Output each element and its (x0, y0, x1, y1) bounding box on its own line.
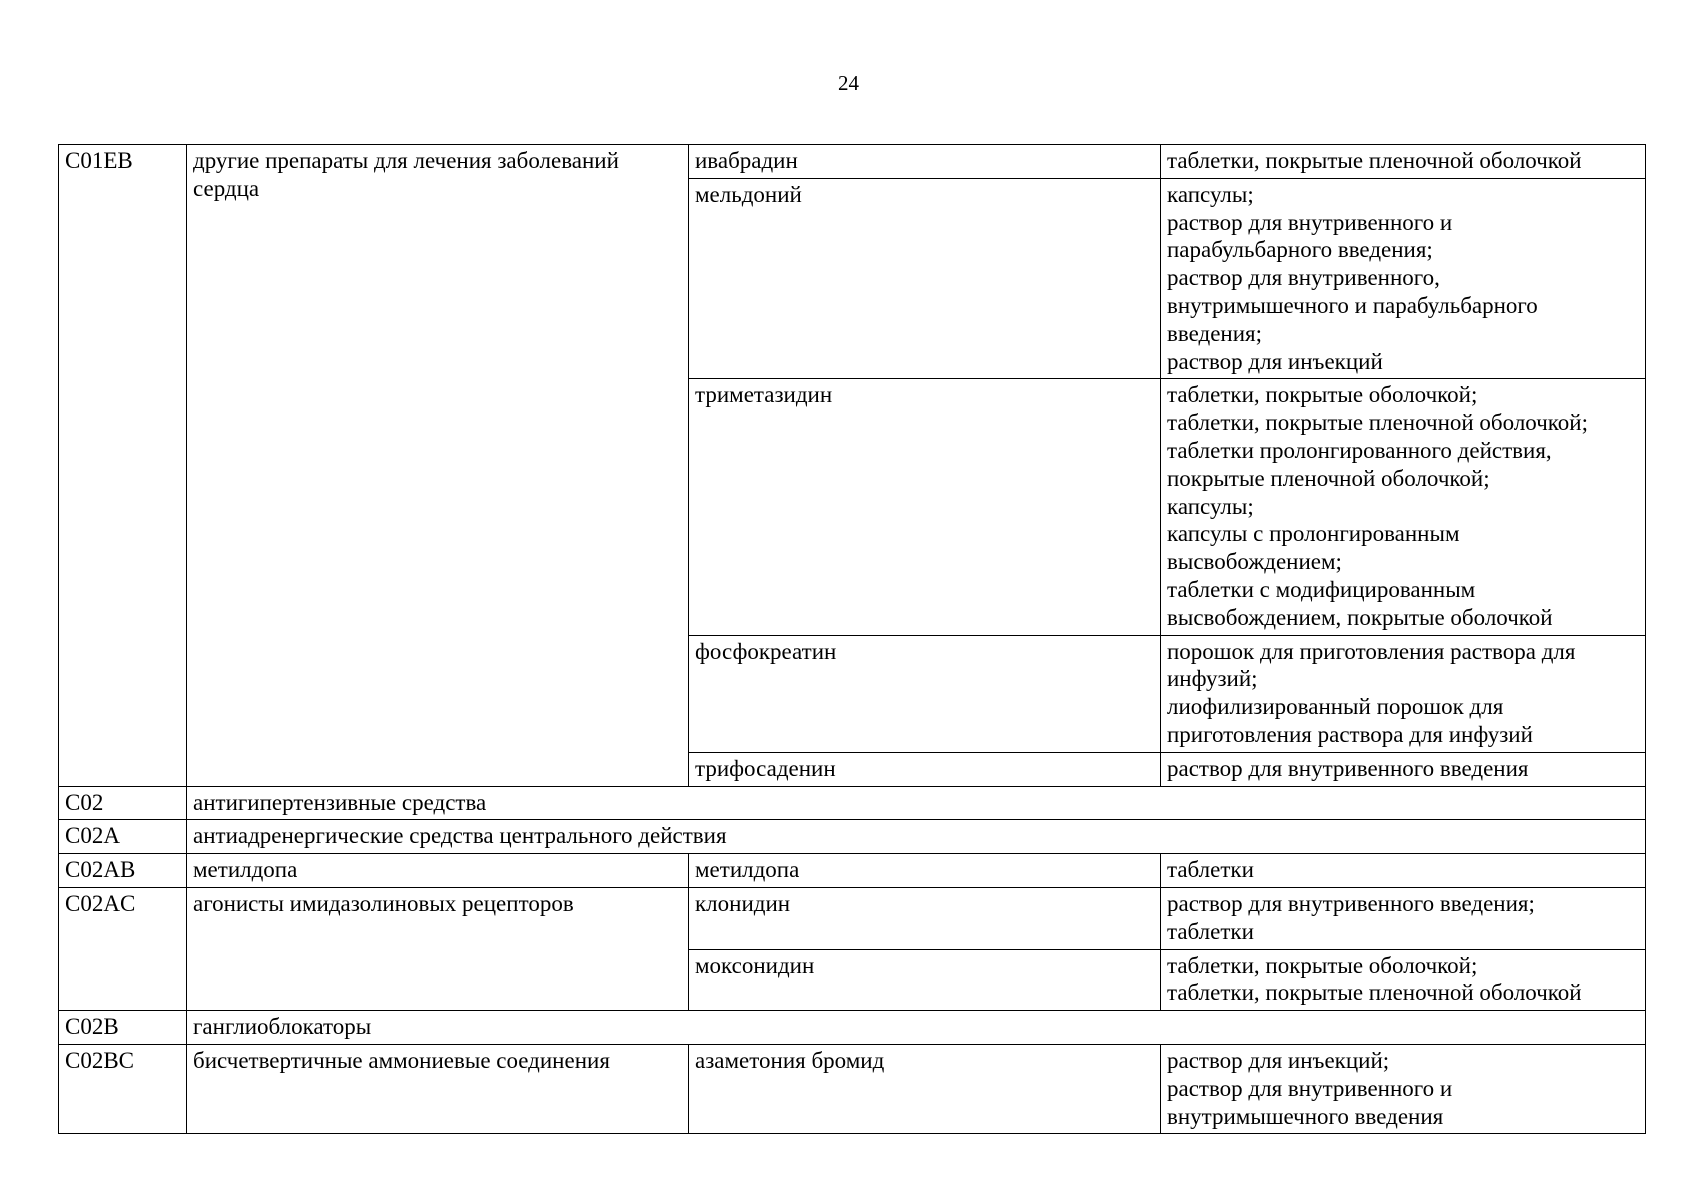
atc-code-cell: C02 (59, 786, 187, 820)
dosage-form-line: лиофилизированный порошок для (1167, 694, 1504, 720)
dosage-forms-cell (1161, 379, 1646, 635)
dosage-forms-cell (1161, 145, 1646, 179)
table-row (59, 820, 1646, 854)
dosage-form-line: таблетки с модифицированным (1167, 576, 1476, 602)
atc-group-cell: агонисты имидазолиновых рецепторов (187, 887, 689, 1010)
drug-name-cell: триметазидин (689, 379, 1161, 635)
drug-name-cell: ивабрадин (689, 145, 1161, 179)
table-row (59, 145, 1646, 179)
dosage-forms-cell (1161, 1044, 1646, 1133)
dosage-form-line: раствор для внутривенного и (1167, 1075, 1453, 1101)
atc-group-cell: антиадренергические средства центрального действия (187, 820, 1646, 854)
drug-name-cell: метилдопа (689, 854, 1161, 888)
drug-name-cell: клонидин (689, 887, 1161, 949)
drug-name-cell: моксонидин (689, 949, 1161, 1011)
dosage-form-line: высвобождением, покрытые оболочкой (1167, 604, 1553, 630)
dosage-form-line: капсулы; (1167, 493, 1254, 519)
dosage-form-line: таблетки (1167, 918, 1254, 944)
dosage-form-line: внутримышечного введения (1167, 1103, 1444, 1129)
dosage-forms-cell (1161, 752, 1646, 786)
table-row (59, 887, 1646, 949)
dosage-form-line: таблетки (1167, 857, 1254, 883)
dosage-form-line: раствор для инъекций (1167, 348, 1383, 374)
drug-table-body (59, 145, 1646, 1134)
dosage-form-line: порошок для приготовления раствора для (1167, 638, 1576, 664)
dosage-form-line: капсулы с пролонгированным (1167, 521, 1460, 547)
atc-group-cell: метилдопа (187, 854, 689, 888)
drug-name-cell: фосфокреатин (689, 635, 1161, 752)
dosage-form-line: покрытые пленочной оболочкой; (1167, 465, 1490, 491)
dosage-form-line: раствор для инъекций; (1167, 1047, 1390, 1073)
dosage-form-line: таблетки, покрытые оболочкой; (1167, 382, 1478, 408)
dosage-form-line: раствор для внутривенного введения (1167, 755, 1529, 781)
dosage-form-line: инфузий; (1167, 666, 1258, 692)
atc-code-cell: C02B (59, 1011, 187, 1045)
dosage-form-line: капсулы; (1167, 181, 1254, 207)
dosage-forms-cell (1161, 949, 1646, 1011)
dosage-form-line: высвобождением; (1167, 549, 1342, 575)
atc-code-cell: C01EB (59, 145, 187, 787)
dosage-form-line: раствор для внутривенного, (1167, 265, 1440, 291)
dosage-form-line: парабульбарного введения; (1167, 237, 1433, 263)
dosage-form-line: приготовления раствора для инфузий (1167, 721, 1533, 747)
table-row (59, 786, 1646, 820)
drug-table (58, 144, 1646, 1134)
dosage-form-line: таблетки, покрытые пленочной оболочкой (1167, 980, 1582, 1006)
dosage-form-line: раствор для внутривенного введения; (1167, 890, 1535, 916)
atc-group-cell: ганглиоблокаторы (187, 1011, 1646, 1045)
table-row (59, 854, 1646, 888)
table-row (59, 1044, 1646, 1133)
atc-code-cell: C02AC (59, 887, 187, 1010)
drug-name-cell: трифосаденин (689, 752, 1161, 786)
dosage-form-line: введения; (1167, 320, 1262, 346)
atc-code-cell: C02AB (59, 854, 187, 888)
atc-group-cell: другие препараты для лечения заболеваний сердца (187, 145, 689, 787)
dosage-form-line: таблетки, покрытые пленочной оболочкой; (1167, 410, 1588, 436)
dosage-form-line: таблетки пролонгированного действия, (1167, 437, 1552, 463)
drug-name-cell: азаметония бромид (689, 1044, 1161, 1133)
atc-code-cell: C02BC (59, 1044, 187, 1133)
dosage-form-line: таблетки, покрытые пленочной оболочкой (1167, 148, 1582, 173)
table-row (59, 1011, 1646, 1045)
dosage-forms-cell (1161, 887, 1646, 949)
drug-name-cell: мельдоний (689, 178, 1161, 379)
dosage-forms-cell (1161, 178, 1646, 379)
atc-group-cell: антигипертензивные средства (187, 786, 1646, 820)
dosage-form-line: раствор для внутривенного и (1167, 209, 1453, 235)
dosage-form-line: таблетки, покрытые оболочкой; (1167, 952, 1478, 978)
atc-code-cell: C02A (59, 820, 187, 854)
dosage-form-line: внутримышечного и парабульбарного (1167, 292, 1538, 318)
dosage-forms-cell (1161, 635, 1646, 752)
page-number: 24 (838, 71, 859, 95)
atc-group-cell: бисчетвертичные аммониевые соединения (187, 1044, 689, 1133)
dosage-forms-cell (1161, 854, 1646, 888)
